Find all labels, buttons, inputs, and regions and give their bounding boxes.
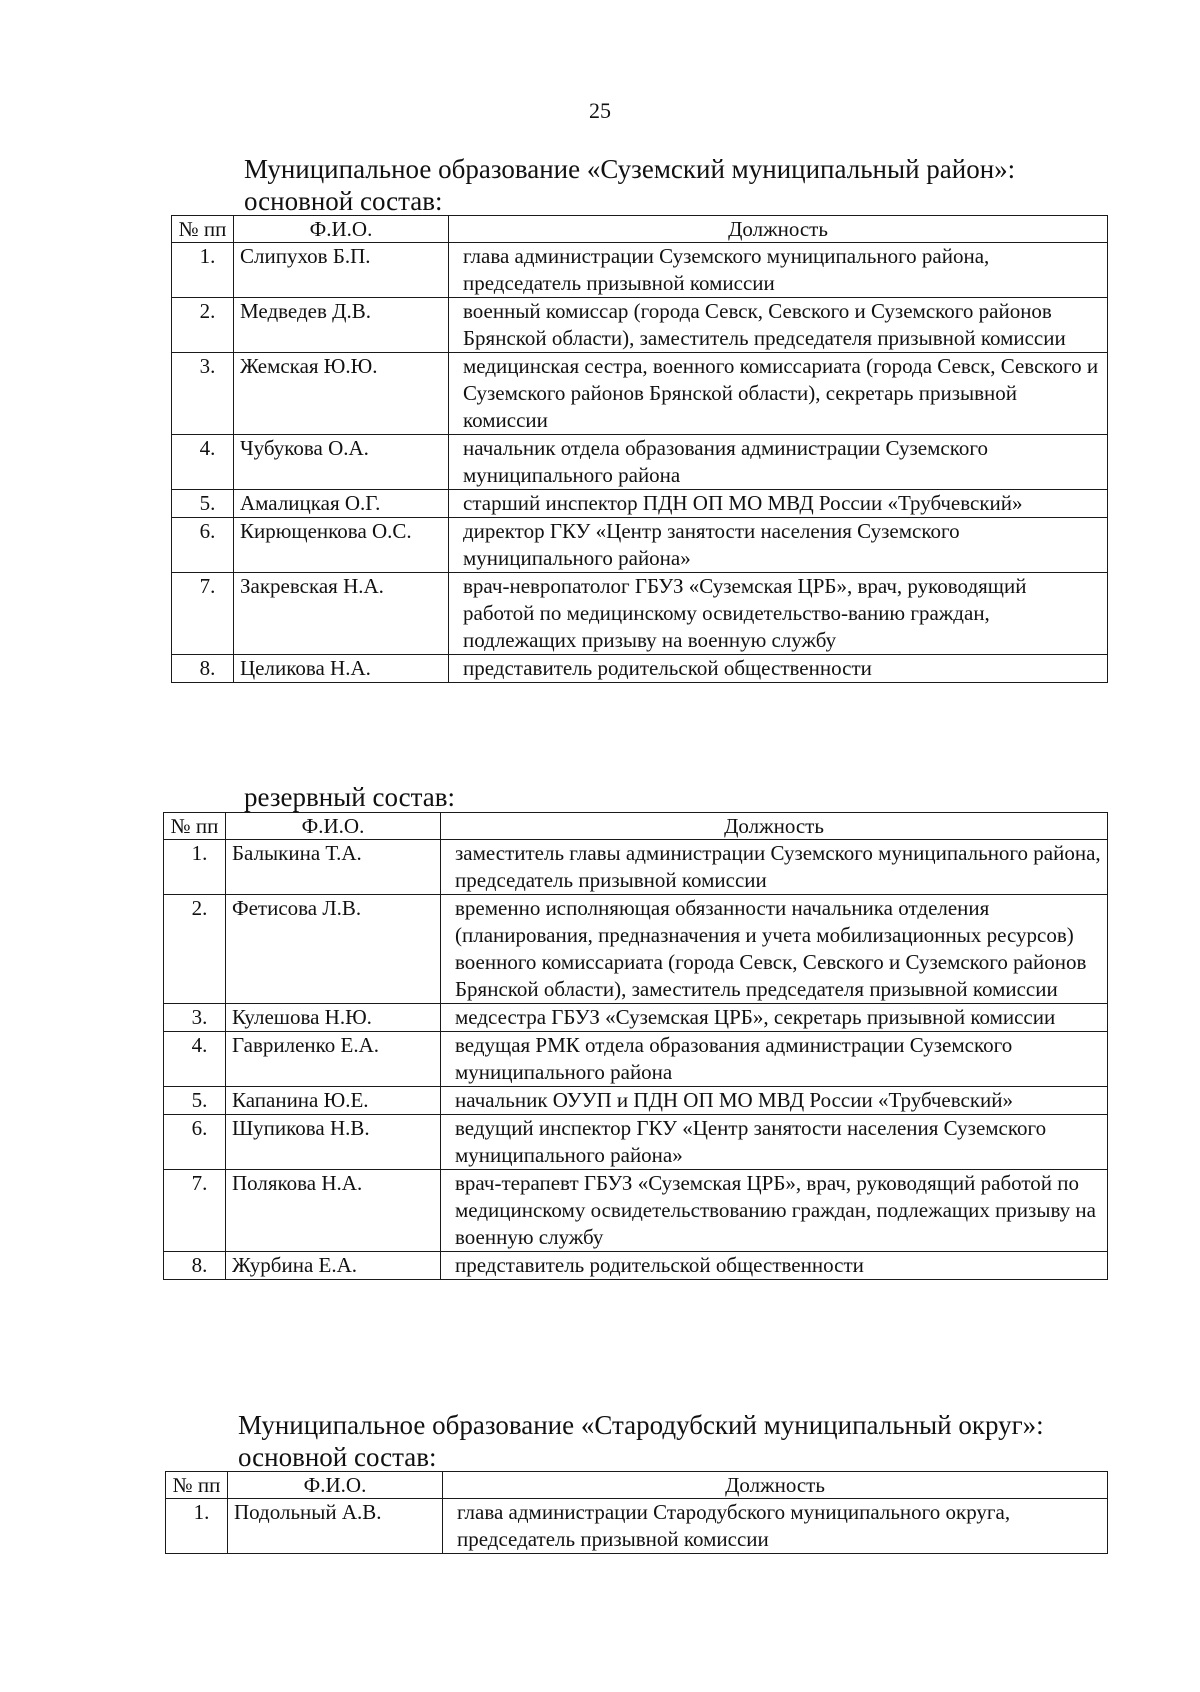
row-num: 1. [164, 840, 226, 895]
section-title-suzemka: Муниципальное образование «Суземский муниципальный район»: [244, 154, 1016, 184]
header-position: Должность [449, 216, 1108, 243]
row-name: Фетисова Л.В. [226, 895, 441, 1004]
row-position: глава администрации Суземского муниципального района, председатель призывной комиссии [449, 243, 1108, 298]
table-row [166, 1499, 1108, 1554]
table-header-row [164, 813, 1108, 840]
table-row [164, 1004, 1108, 1032]
row-num: 1. [172, 243, 234, 298]
header-position: Должность [441, 813, 1108, 840]
table-row [164, 895, 1108, 1004]
table-header-row [172, 216, 1108, 243]
row-position: ведущая РМК отдела образования администрации Суземского муниципального района [441, 1032, 1108, 1087]
header-name: Ф.И.О. [228, 1472, 443, 1499]
table-header-row [166, 1472, 1108, 1499]
table-row [172, 298, 1108, 353]
table-row [164, 1032, 1108, 1087]
row-name: Закревская Н.А. [234, 573, 449, 655]
row-num: 5. [164, 1087, 226, 1115]
header-name: Ф.И.О. [226, 813, 441, 840]
row-position: медицинская сестра, военного комиссариата (города Севск, Севского и Суземского районов Брянской области), секретарь призывной комиссии [449, 353, 1108, 435]
row-position: ведущий инспектор ГКУ «Центр занятости населения Суземского муниципального района» [441, 1115, 1108, 1170]
row-name: Медведев Д.В. [234, 298, 449, 353]
row-position: заместитель главы администрации Суземского муниципального района, председатель призывной комиссии [441, 840, 1108, 895]
row-num: 4. [164, 1032, 226, 1087]
row-position: военный комиссар (города Севск, Севского и Суземского районов Брянской области), заместитель председателя призывной комиссии [449, 298, 1108, 353]
row-name: Подольный А.В. [228, 1499, 443, 1554]
row-name: Слипухов Б.П. [234, 243, 449, 298]
row-num: 7. [164, 1170, 226, 1252]
row-position: представитель родительской общественности [449, 655, 1108, 683]
row-num: 1. [166, 1499, 228, 1554]
row-name: Целикова Н.А. [234, 655, 449, 683]
table-row [172, 435, 1108, 490]
roster-table-suzemka-reserve [163, 812, 1108, 1280]
header-num: № пп [164, 813, 226, 840]
row-position: старший инспектор ПДН ОП МО МВД России «Трубчевский» [449, 490, 1108, 518]
row-num: 6. [164, 1115, 226, 1170]
row-name: Полякова Н.А. [226, 1170, 441, 1252]
row-position: медсестра ГБУЗ «Суземская ЦРБ», секретарь призывной комиссии [441, 1004, 1108, 1032]
page-number: 25 [589, 98, 611, 123]
row-name: Шупикова Н.В. [226, 1115, 441, 1170]
header-name: Ф.И.О. [234, 216, 449, 243]
row-num: 3. [164, 1004, 226, 1032]
section-subtitle-main: основной состав: [244, 186, 443, 216]
row-position: начальник отдела образования администрации Суземского муниципального района [449, 435, 1108, 490]
row-name: Чубукова О.А. [234, 435, 449, 490]
header-num: № пп [172, 216, 234, 243]
section-subtitle-main: основной состав: [238, 1442, 437, 1472]
table-row [172, 655, 1108, 683]
table-row [172, 490, 1108, 518]
row-position: представитель родительской общественности [441, 1252, 1108, 1280]
table-row [164, 1252, 1108, 1280]
row-position: врач-терапевт ГБУЗ «Суземская ЦРБ», врач, руководящий работой по медицинскому освидетельствованию граждан, подлежащих призыву на военную службу [441, 1170, 1108, 1252]
table-row [164, 1170, 1108, 1252]
roster-table-starodub-main [165, 1471, 1108, 1554]
table-row [172, 353, 1108, 435]
row-name: Кирющенкова О.С. [234, 518, 449, 573]
row-name: Амалицкая О.Г. [234, 490, 449, 518]
table-row [172, 243, 1108, 298]
header-position: Должность [443, 1472, 1108, 1499]
table-row [164, 1087, 1108, 1115]
roster-table-suzemka-main [171, 215, 1108, 683]
row-num: 2. [172, 298, 234, 353]
row-name: Жемская Ю.Ю. [234, 353, 449, 435]
row-num: 7. [172, 573, 234, 655]
row-name: Капанина Ю.Е. [226, 1087, 441, 1115]
row-position: директор ГКУ «Центр занятости населения Суземского муниципального района» [449, 518, 1108, 573]
row-position: начальник ОУУП и ПДН ОП МО МВД России «Трубчевский» [441, 1087, 1108, 1115]
row-name: Кулешова Н.Ю. [226, 1004, 441, 1032]
table-row [164, 1115, 1108, 1170]
row-num: 8. [172, 655, 234, 683]
row-position: временно исполняющая обязанности начальника отделения (планирования, предназначения и учета мобилизационных ресурсов) военного комиссариата (города Севск, Севского и Суземского районов Брянской области), заместитель председателя призывной комиссии [441, 895, 1108, 1004]
row-num: 3. [172, 353, 234, 435]
row-num: 8. [164, 1252, 226, 1280]
row-num: 4. [172, 435, 234, 490]
table-row [164, 840, 1108, 895]
row-name: Журбина Е.А. [226, 1252, 441, 1280]
section-title-starodub: Муниципальное образование «Стародубский муниципальный округ»: [238, 1410, 1044, 1440]
row-num: 5. [172, 490, 234, 518]
table-row [172, 518, 1108, 573]
row-name: Гавриленко Е.А. [226, 1032, 441, 1087]
row-num: 2. [164, 895, 226, 1004]
section-subtitle-reserve: резервный состав: [244, 782, 456, 812]
row-name: Балыкина Т.А. [226, 840, 441, 895]
table-row [172, 573, 1108, 655]
row-position: врач-невропатолог ГБУЗ «Суземская ЦРБ», врач, руководящий работой по медицинскому освидетельство-ванию граждан, подлежащих призыву на военную службу [449, 573, 1108, 655]
row-num: 6. [172, 518, 234, 573]
header-num: № пп [166, 1472, 228, 1499]
row-position: глава администрации Стародубского муниципального округа, председатель призывной комиссии [443, 1499, 1108, 1554]
